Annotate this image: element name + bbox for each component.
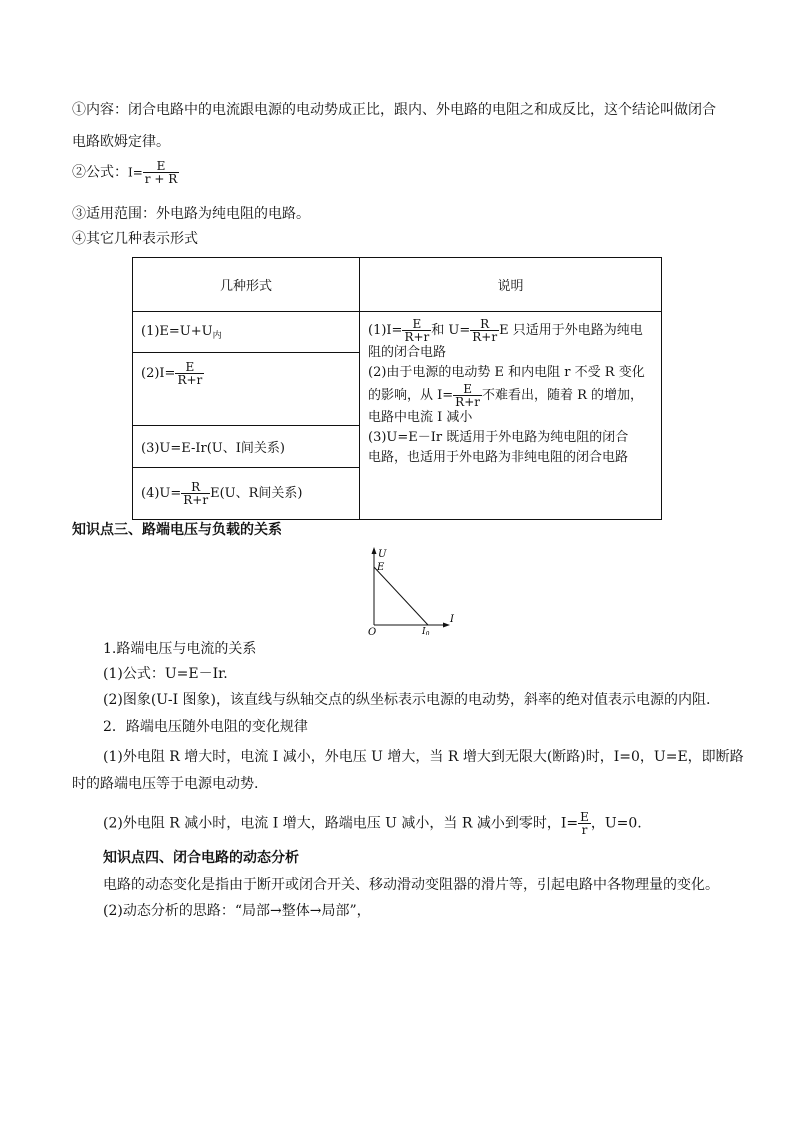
subsection-2b-prefix: (2)外电阻 R 减小时，电流 I 增大，路端电压 U 减小，当 R 减小到零时，I= (103, 815, 579, 832)
formula-line (72, 160, 179, 185)
form-4 (133, 468, 360, 520)
u-i-line (374, 567, 428, 625)
i0-label (421, 627, 430, 635)
y-axis-label: U (378, 549, 387, 560)
form-3: (3)U=E-Ir(U、I间关系) (133, 426, 360, 468)
frac-den: R+r (177, 373, 203, 387)
content-line-1: ①内容：闭合电路中的电流跟电源的电动势成正比，跟内、外电路的电阻之和成反比，这个结论叫做闭合 (72, 102, 716, 118)
note-1-frac-b (470, 318, 499, 343)
note-1-suffix: E 只适用于外电路为纯电 (499, 323, 643, 338)
fraction-numerator: E (143, 160, 179, 173)
i0-sub: 0 (425, 631, 430, 635)
form-2 (133, 353, 360, 426)
note-3a: (3)U=E－Ir 既适用于外电路为纯电阻的闭合 (368, 430, 629, 445)
note-2b (368, 383, 653, 408)
frac-den: R+r (455, 395, 480, 409)
u-i-graph (362, 545, 462, 635)
header-notes: 说明 (360, 258, 662, 312)
form-4-frac (181, 481, 210, 506)
x-axis-label: I (450, 614, 454, 625)
note-2b-suffix: 不难看出，随着 R 的增加， (482, 388, 644, 403)
note-1-prefix: (1)I= (368, 323, 403, 338)
subsection-2a-line-2: 时的路端电压等于电源电动势. (72, 776, 259, 792)
forms-table (132, 257, 662, 520)
e-label: E (377, 562, 385, 573)
subsection-1a: (1)公式：U=E－Ir. (103, 666, 228, 682)
frac-den: R+r (404, 330, 430, 344)
other-forms-line: ④其它几种表示形式 (72, 231, 198, 247)
frac-num: R (470, 318, 499, 331)
frac-den: r (581, 823, 588, 837)
x-arrow (443, 623, 450, 628)
fraction-denominator: r + R (144, 172, 178, 186)
header-forms: 几种形式 (133, 258, 360, 312)
frac-den: R+r (472, 330, 498, 344)
dynamic-change-line: 电路的动态变化是指由于断开或闭合开关、移动滑动变阻器的滑片等，引起电路中各物理量的变化。 (103, 877, 719, 893)
subsection-2b-frac (578, 811, 591, 836)
formula-fraction (143, 160, 179, 185)
subsection-1b: (2)图象(U-I 图象)，该直线与纵轴交点的纵坐标表示电源的电动势，斜率的绝对值表示电源的内阻. (103, 692, 711, 708)
frac-num: R (181, 481, 210, 494)
formula-lhs: I= (128, 165, 143, 180)
frac-num: E (453, 383, 482, 396)
origin-label: O (368, 627, 377, 635)
notes-cell (360, 312, 662, 520)
form-2-frac (175, 361, 204, 386)
subsection-2b-suffix: ，U=0. (590, 815, 642, 832)
note-1-frac-a (402, 318, 431, 343)
section-3-heading: 知识点三、路端电压与负载的关系 (72, 522, 282, 538)
scope-line: ③适用范围：外电路为纯电阻的电路。 (72, 206, 310, 222)
form-1-sub: 内 (212, 330, 222, 341)
form-2-prefix: (2)I= (141, 366, 176, 381)
frac-den: R+r (183, 493, 209, 507)
formula-prefix: ②公式： (72, 164, 128, 181)
form-4-prefix: (4)U= (141, 486, 182, 501)
i0-main: I (422, 627, 426, 635)
subsection-2a-line-1: (1)外电阻 R 增大时，电流 I 减小，外电压 U 增大，当 R 增大到无限大(断路)时，I=0，U=E，即断路 (103, 749, 744, 765)
note-2c: 电路中电流 I 减小 (368, 410, 473, 425)
frac-num: E (175, 361, 204, 374)
note-2a: (2)由于电源的电动势 E 和内电阻 r 不受 R 变化 (368, 365, 645, 380)
note-1-mid: 和 U= (431, 323, 471, 338)
section-4-heading: 知识点四、闭合电路的动态分析 (103, 850, 299, 866)
note-1 (368, 318, 653, 343)
dynamic-analysis-line: (2)动态分析的思路：“局部→整体→局部”， (103, 903, 371, 919)
note-2b-prefix: 的影响，从 I= (368, 388, 454, 403)
form-1-text: (1)E=U+U (141, 323, 213, 339)
note-1b: 阻的闭合电路 (368, 345, 447, 360)
frac-num: E (580, 810, 589, 824)
note-3b: 电路，也适用于外电路为非纯电阻的闭合电路 (368, 450, 629, 465)
form-1 (133, 312, 360, 353)
note-2b-frac (453, 383, 482, 408)
form-4-suffix: E(U、R间关系) (210, 486, 303, 501)
frac-num: E (402, 318, 431, 331)
subsection-2b (103, 811, 642, 836)
y-arrow (372, 547, 377, 554)
content-line-2: 电路欧姆定律。 (72, 134, 170, 150)
subsection-2-title: 2．路端电压随外电阻的变化规律 (103, 719, 308, 735)
subsection-1-title: 1.路端电压与电流的关系 (103, 641, 257, 657)
